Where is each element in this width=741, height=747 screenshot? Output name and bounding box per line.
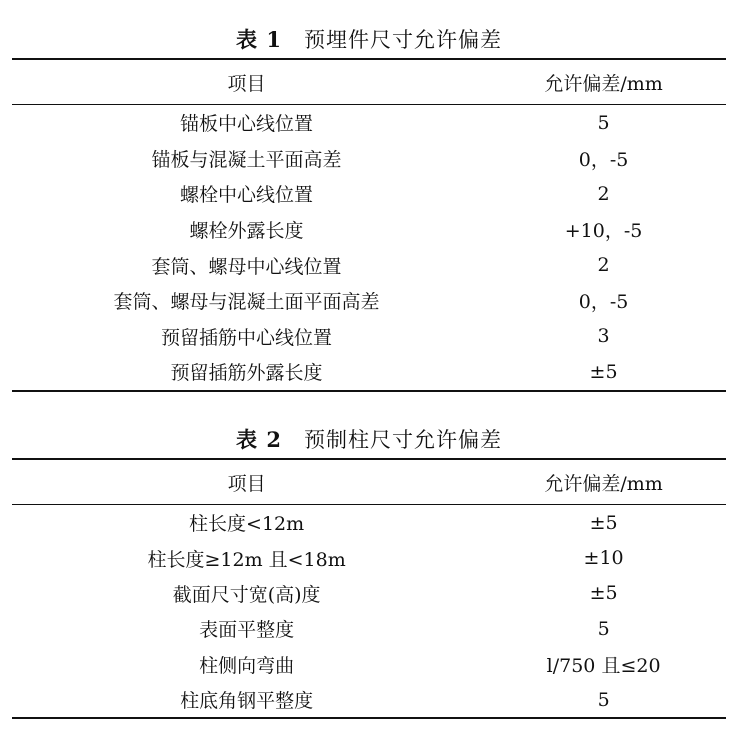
header-tolerance: 允许偏差/mm: [481, 59, 726, 105]
row-item: 表面平整度: [199, 619, 295, 642]
table-header-row: [12, 459, 726, 505]
header-item: 项目: [12, 459, 481, 505]
row-value: +10，-5: [564, 220, 643, 243]
table-2-caption: [12, 422, 726, 458]
row-item: 锚板与混凝土平面高差: [151, 148, 342, 171]
table-row: [12, 576, 726, 611]
table-1-caption-title: 预埋件尺寸允许偏差: [303, 28, 502, 52]
table-row: [12, 682, 726, 718]
row-item: 预留插筋中心线位置: [161, 326, 333, 349]
table-2-caption-title: 预制柱尺寸允许偏差: [303, 428, 502, 452]
row-item: 柱长度<12m: [189, 513, 305, 536]
row-item: 螺栓中心线位置: [180, 184, 314, 207]
row-item: 套筒、螺母中心线位置: [151, 255, 342, 278]
table-1-caption-number: 表 1: [236, 27, 282, 52]
table-2-grid: [12, 458, 726, 719]
row-item: 预留插筋外露长度: [12, 354, 481, 391]
row-item: 柱长度≥12m 且<18m: [147, 548, 346, 571]
table-2: [12, 422, 726, 719]
table-row: [12, 319, 726, 355]
row-value: 0，-5: [578, 291, 629, 314]
table-row: [12, 505, 726, 541]
table-row: [12, 141, 726, 177]
table-2-caption-number: 表 2: [236, 427, 282, 452]
header-item: 项目: [12, 59, 481, 105]
row-value: ±10: [583, 547, 624, 570]
table-row: [12, 354, 726, 391]
table-1-caption: [12, 22, 726, 58]
row-value: 5: [597, 617, 610, 640]
row-item: 柱底角钢平整度: [12, 682, 481, 718]
table-row: [12, 540, 726, 575]
table-row: [12, 283, 726, 319]
row-item: 锚板中心线位置: [180, 113, 314, 136]
row-value: 2: [597, 254, 610, 277]
table-1: [12, 22, 726, 392]
row-value: ±5: [589, 511, 618, 534]
row-item: 套筒、螺母与混凝土面平面高差: [113, 291, 380, 314]
header-tolerance: 允许偏差/mm: [481, 459, 726, 505]
row-value: ±5: [481, 354, 726, 391]
table-row: [12, 105, 726, 141]
row-value: ±5: [589, 582, 618, 605]
row-item: 截面尺寸宽(高)度: [172, 583, 321, 606]
row-value: l/750 且≤20: [546, 654, 661, 677]
table-row: [12, 176, 726, 212]
table-row: [12, 212, 726, 248]
row-value: 5: [481, 682, 726, 718]
row-value: 3: [597, 325, 610, 348]
table-row: [12, 611, 726, 646]
row-value: 5: [597, 111, 610, 134]
row-value: 2: [597, 182, 610, 205]
table-1-grid: [12, 58, 726, 392]
table-header-row: [12, 59, 726, 105]
row-item: 柱侧向弯曲: [199, 654, 295, 677]
row-item: 螺栓外露长度: [189, 220, 304, 243]
table-row: [12, 647, 726, 682]
table-row: [12, 247, 726, 283]
row-value: 0，-5: [578, 148, 629, 171]
